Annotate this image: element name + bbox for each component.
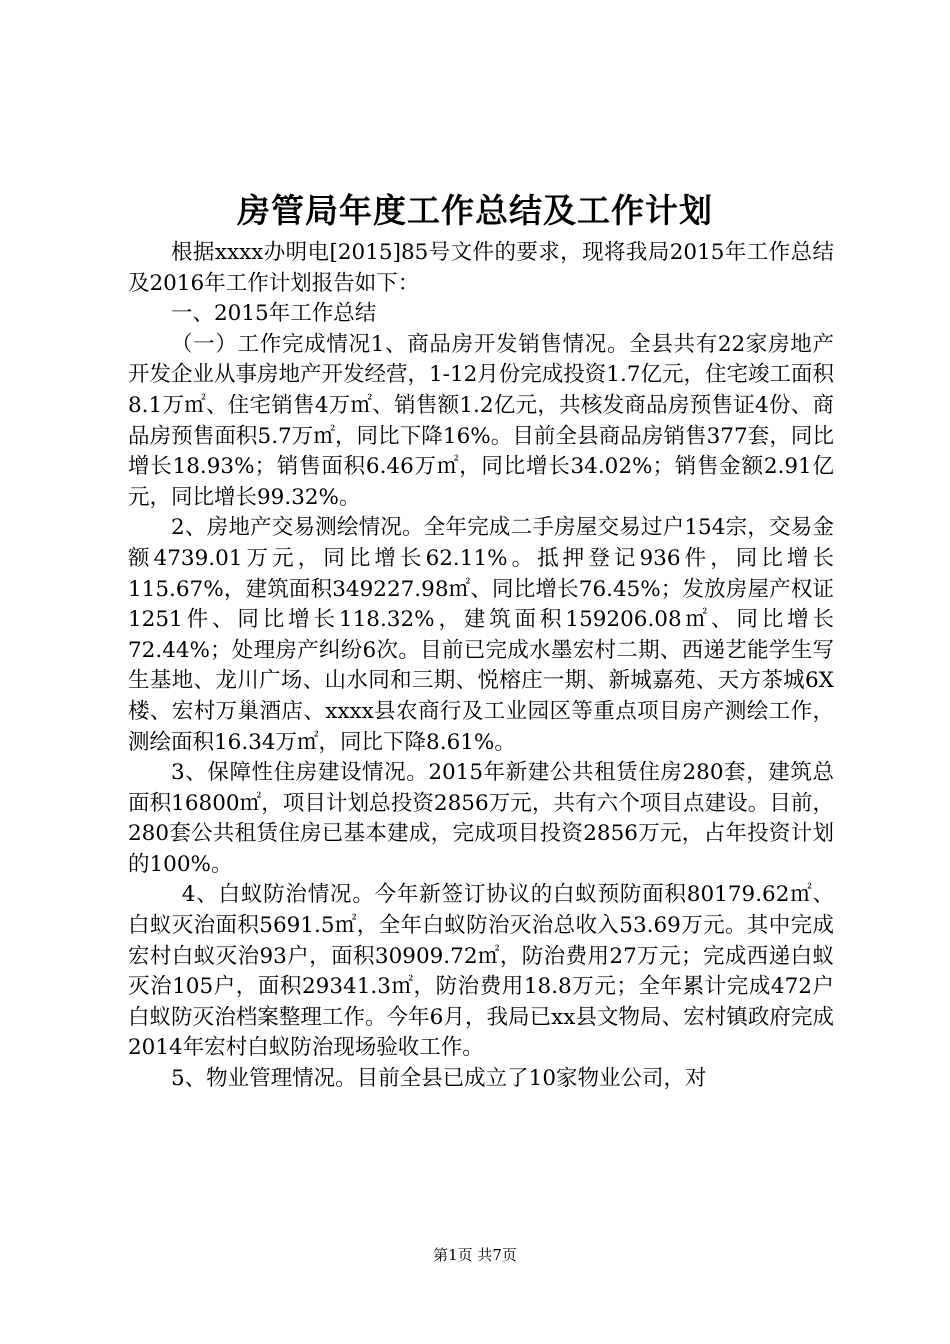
document-body <box>128 238 834 1095</box>
document-title: 房管局年度工作总结及工作计划 <box>237 191 713 230</box>
section-heading: 一、2015年工作总结 <box>171 301 377 327</box>
page-footer: 第1页 共7页 <box>433 1246 517 1264</box>
paragraph-surveying: 2、房地产交易测绘情况。全年完成二手房屋交易过户154宗，交易金额4739.01万元，同比增长62.11%。抵押登记936件，同比增长115.67%，建筑面积349227.98㎡、同比增长76.45%；发放房屋产权证1251件、同比增长118.32%，建筑面积159206.08㎡、同比增长72.44%；处理房产纠纷6次。目前已完成水墨宏村二期、西递艺能学生写生基地、龙川广场、山水同和三期、悦榕庄一期、新城嘉苑、天方茶城6X楼、宏村万巢酒店、xxxx县农商行及工业园区等重点项目房产测绘工作，测绘面积16.34万㎡，同比下降8.61%。 <box>128 515 834 755</box>
paragraph-termite: 4、白蚁防治情况。今年新签订协议的白蚁预防面积80179.62㎡、白蚁灭治面积5691.5㎡，全年白蚁防治灭治总收入53.69万元。其中完成宏村白蚁灭治93户，面积30909.72㎡，防治费用27万元；完成西递白蚁灭治105户，面积29341.3㎡，防治费用18.8万元；全年累计完成472户白蚁防灭治档案整理工作。今年6月，我局已xx县文物局、宏村镇政府完成2014年宏村白蚁防治现场验收工作。 <box>128 882 834 1061</box>
paragraph-sales: （一）工作完成情况1、商品房开发销售情况。全县共有22家房地产开发企业从事房地产开发经营，1-12月份完成投资1.7亿元，住宅竣工面积8.1万㎡、住宅销售4万㎡、销售额1.2亿元，共核发商品房预售证4份、商品房预售面积5.7万㎡，同比下降16%。目前全县商品房销售377套，同比增长18.93%；销售面积6.46万㎡，同比增长34.02%；销售金额2.91亿元，同比增长99.32%。 <box>128 331 834 510</box>
intro-paragraph: 根据xxxx办明电[2015]85号文件的要求，现将我局2015年工作总结及2016年工作计划报告如下： <box>128 240 834 296</box>
paragraph-property: 5、物业管理情况。目前全县已成立了10家物业公司，对 <box>171 1066 707 1092</box>
paragraph-housing: 3、保障性住房建设情况。2015年新建公共租赁住房280套，建筑总面积16800㎡，项目计划总投资2856万元，共有六个项目点建设。目前，280套公共租赁住房已基本建成，完成项目投资2856万元，占年投资计划的100%。 <box>128 760 834 877</box>
